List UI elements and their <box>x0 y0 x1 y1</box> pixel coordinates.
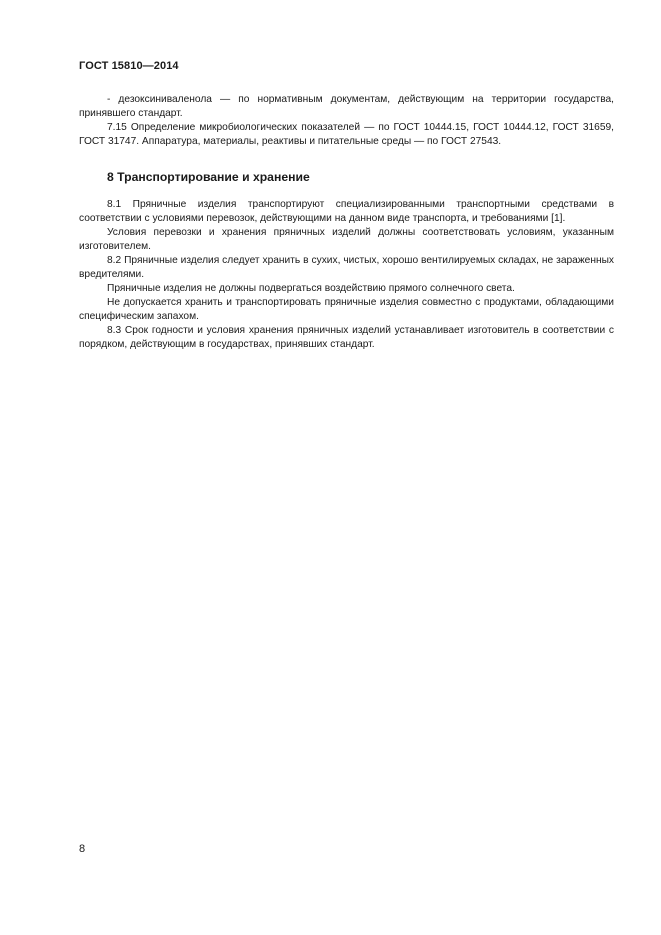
document-body <box>79 93 614 352</box>
paragraph-odor: Не допускается хранить и транспортировать пряничные изделия совместно с продуктами, обладающими специфическим запахом. <box>79 297 614 322</box>
paragraph-sunlight: Пряничные изделия не должны подвергаться воздействию прямого солнечного света. <box>107 283 515 294</box>
page-number: 8 <box>79 843 86 855</box>
paragraph-7-15: 7.15 Определение микробиологических показателей — по ГОСТ 10444.15, ГОСТ 10444.12, ГОСТ 31659, ГОСТ 31747. Аппаратура, материалы, реактивы и питательные среды — по ГОСТ 27543. <box>79 122 614 147</box>
paragraph-deoxynivalenol: - дезоксиниваленола — по нормативным документам, действующим на территории государства, принявшего стандарт. <box>79 94 614 119</box>
paragraph-8-3: 8.3 Срок годности и условия хранения пряничных изделий устанавливает изготовитель в соответствии с порядком, действующим в государствах, принявших стандарт. <box>79 325 614 350</box>
section-title: 8 Транспортирование и хранение <box>107 170 310 184</box>
document-header: ГОСТ 15810—2014 <box>79 60 179 72</box>
paragraph-transport-conditions: Условия перевозки и хранения пряничных изделий должны соответствовать условиям, указанным изготовителем. <box>79 227 614 252</box>
paragraph-8-2: 8.2 Пряничные изделия следует хранить в сухих, чистых, хорошо вентилируемых складах, не зараженных вредителями. <box>79 255 614 280</box>
paragraph-8-1: 8.1 Пряничные изделия транспортируют специализированными транспортными средствами в соответствии с условиями перевозок, действующими на данном виде транспорта, и требованиями [1]. <box>79 199 614 224</box>
